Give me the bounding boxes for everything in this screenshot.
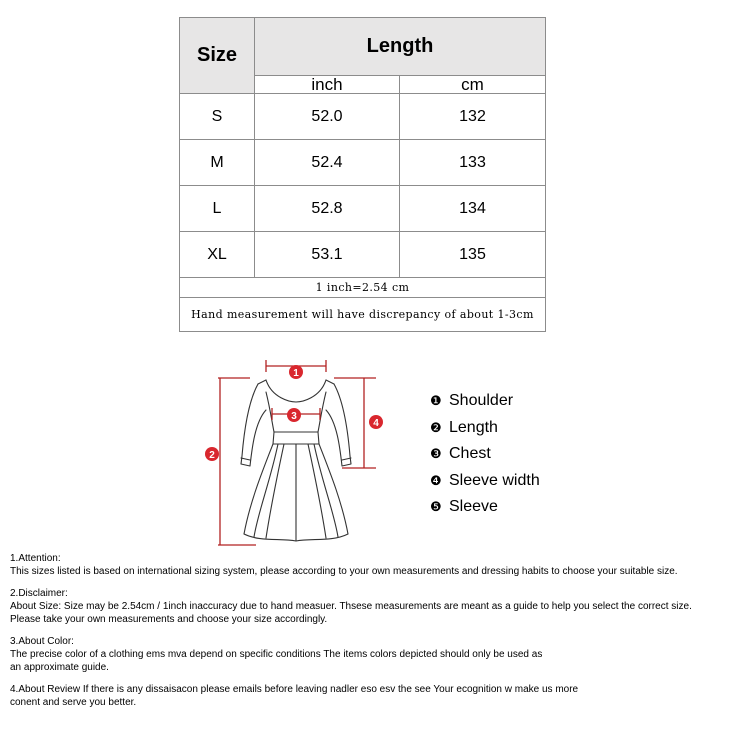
attention-text: This sizes listed is based on international sizing system, please according to your own measurements and dressing habits to choose your suitable size. bbox=[10, 566, 678, 577]
size-cell: L bbox=[180, 186, 255, 232]
length-header: Length bbox=[255, 18, 546, 76]
inch-cell: 53.1 bbox=[255, 232, 400, 278]
notes-section bbox=[10, 552, 750, 718]
hand-note-row bbox=[180, 298, 546, 332]
table-row bbox=[180, 140, 546, 186]
disclaimer-title: 2.Disclaimer: bbox=[10, 588, 68, 599]
inch-cell: 52.8 bbox=[255, 186, 400, 232]
measurement-lines bbox=[218, 360, 376, 545]
svg-text:3: 3 bbox=[291, 411, 297, 422]
disclaimer-text: About Size: Size may be 2.54cm / 1inch inaccuracy due to hand measuer. Thsese measurements are meant as a guide to help you select the correct size. bbox=[10, 601, 692, 612]
legend-label: Sleeve width bbox=[449, 471, 540, 489]
conversion-row bbox=[180, 278, 546, 298]
number-4-icon: ❹ bbox=[430, 472, 442, 488]
measurement-legend bbox=[430, 388, 540, 521]
cm-unit: cm bbox=[400, 76, 546, 94]
marker-1 bbox=[289, 365, 303, 379]
number-3-icon: ❸ bbox=[430, 446, 442, 462]
table-row bbox=[180, 186, 546, 232]
table-row bbox=[180, 94, 546, 140]
table-row bbox=[180, 232, 546, 278]
legend-item-sleeve-width bbox=[430, 468, 540, 495]
inch-cell: 52.0 bbox=[255, 94, 400, 140]
marker-3 bbox=[287, 408, 301, 422]
legend-item-sleeve bbox=[430, 494, 540, 521]
marker-2 bbox=[205, 447, 219, 461]
color-text: an approximate guide. bbox=[10, 662, 109, 673]
size-cell: S bbox=[180, 94, 255, 140]
attention-note bbox=[10, 552, 750, 578]
legend-label: Shoulder bbox=[449, 392, 514, 410]
review-text: 4.About Review If there is any dissaisacon please emails before leaving nadler eso esv the see Your ecognition w make us more bbox=[10, 684, 579, 695]
color-text: The precise color of a clothing ems mva depend on specific conditions The items colors depicted should only be used as bbox=[10, 649, 543, 660]
svg-text:2: 2 bbox=[209, 450, 215, 461]
legend-item-chest bbox=[430, 441, 540, 468]
conversion-note: 1 inch=2.54 cm bbox=[180, 278, 546, 298]
attention-title: 1.Attention: bbox=[10, 553, 61, 564]
table-header-row bbox=[180, 18, 546, 76]
color-title: 3.About Color: bbox=[10, 636, 74, 647]
legend-item-length bbox=[430, 415, 540, 442]
disclaimer-text: Please take your own measurements and choose your size accordingly. bbox=[10, 614, 328, 625]
number-5-icon: ❺ bbox=[430, 499, 442, 515]
cm-cell: 133 bbox=[400, 140, 546, 186]
color-note bbox=[10, 635, 750, 674]
review-note bbox=[10, 683, 750, 709]
legend-label: Chest bbox=[449, 445, 491, 463]
cm-cell: 135 bbox=[400, 232, 546, 278]
cm-cell: 132 bbox=[400, 94, 546, 140]
size-header: Size bbox=[180, 18, 255, 94]
size-cell: M bbox=[180, 140, 255, 186]
inch-unit: inch bbox=[255, 76, 400, 94]
number-2-icon: ❷ bbox=[430, 419, 442, 435]
legend-label: Length bbox=[449, 418, 498, 436]
hand-measurement-note: Hand measurement will have discrepancy of about 1-3cm bbox=[180, 298, 546, 332]
svg-text:1: 1 bbox=[293, 368, 299, 379]
number-1-icon: ❶ bbox=[430, 393, 442, 409]
legend-item-shoulder bbox=[430, 388, 540, 415]
review-text: conent and serve you better. bbox=[10, 697, 137, 708]
marker-4 bbox=[369, 415, 383, 429]
size-table bbox=[179, 17, 546, 332]
svg-text:4: 4 bbox=[373, 418, 379, 429]
legend-label: Sleeve bbox=[449, 498, 498, 516]
inch-cell: 52.4 bbox=[255, 140, 400, 186]
dress-diagram bbox=[200, 352, 390, 552]
size-cell: XL bbox=[180, 232, 255, 278]
disclaimer-note bbox=[10, 587, 750, 626]
dress-outline bbox=[241, 380, 351, 541]
cm-cell: 134 bbox=[400, 186, 546, 232]
